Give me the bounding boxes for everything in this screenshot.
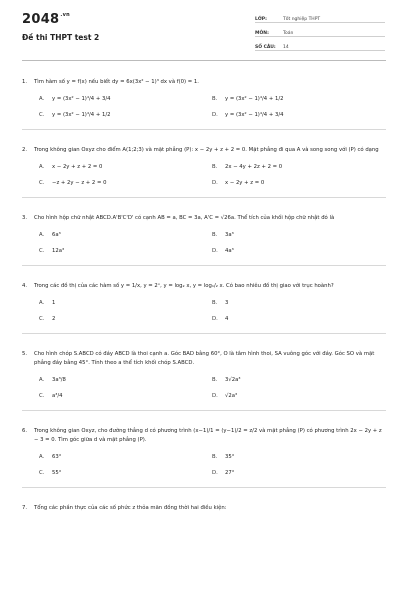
logo-suffix: .vn [60,12,71,18]
option-text: 27° [225,470,235,476]
answer-option[interactable] [212,372,385,388]
option-letter: C. [39,316,45,322]
answer-options [39,372,386,404]
answer-option[interactable] [39,243,212,259]
site-logo[interactable] [22,12,70,27]
exam-meta [255,10,385,52]
question-text: Cho hình hộp chữ nhật ABCD.A'B'C'D' có cạnh AB = a, BC = 3a, A'C = √26a. Thể tích của khối hộp chữ nhật đó là [34,215,335,221]
option-letter: C. [39,248,45,254]
option-letter: B. [212,377,218,383]
question-stem [22,350,386,368]
question-stem [22,427,386,445]
option-text: 3a³ [225,232,234,238]
option-text: 55° [52,470,62,476]
option-letter: A. [39,164,45,170]
option-text: 3 [225,300,229,306]
logo-text: 2048 [22,12,60,27]
option-text: 3√2a³ [225,377,241,383]
option-text: √2a³ [225,393,238,399]
answer-option[interactable] [39,91,212,107]
answer-option[interactable] [212,449,385,465]
option-letter: D. [212,248,218,254]
option-letter: A. [39,377,45,383]
meta-row [255,10,385,23]
question-7 [22,488,386,513]
answer-option[interactable] [212,311,385,327]
meta-label: LỚP: [255,17,267,22]
question-2 [22,130,386,191]
option-letter: A. [39,454,45,460]
question-number: 2. [22,147,28,153]
answer-option[interactable] [39,175,212,191]
option-letter: C. [39,112,45,118]
answer-option[interactable] [39,388,212,404]
question-5 [22,334,386,404]
answer-options [39,159,386,191]
option-text: 1 [52,300,56,306]
option-letter: B. [212,300,218,306]
option-letter: B. [212,164,218,170]
answer-option[interactable] [39,107,212,123]
option-text: y = (3x² − 1)⁴/4 + 1/2 [52,112,111,118]
question-number: 3. [22,215,28,221]
option-text: x − 2y + z = 0 [225,180,265,186]
option-text: 4 [225,316,229,322]
question-number: 6. [22,428,28,434]
answer-option[interactable] [39,465,212,481]
question-stem [22,282,386,291]
answer-options [39,295,386,327]
option-text: 2x − 4y + 2z + 2 = 0 [225,164,283,170]
option-letter: D. [212,316,218,322]
question-number: 1. [22,79,28,85]
option-text: a³/4 [52,393,63,399]
question-text: Cho hình chóp S.ABCD có đáy ABCD là thoi cạnh a. Góc BAD bằng 60°, O là tâm hình thoi, SA vuông góc với đáy. Góc SO và mặt phẳng đáy bằng 45°. Tính theo a thể tích khối chóp S.ABCD. [34,351,375,366]
option-text: 35° [225,454,235,460]
option-letter: B. [212,454,218,460]
answer-option[interactable] [212,91,385,107]
option-text: 6a³ [52,232,61,238]
option-letter: C. [39,470,45,476]
answer-option[interactable] [39,372,212,388]
option-letter: D. [212,112,218,118]
question-list [0,62,400,513]
option-letter: D. [212,180,218,186]
meta-row [255,24,385,37]
question-number: 4. [22,283,28,289]
option-text: 63° [52,454,62,460]
question-stem [22,504,386,513]
answer-option[interactable] [212,175,385,191]
option-letter: A. [39,232,45,238]
option-text: y = (3x² − 1)⁴/4 + 1/2 [225,96,284,102]
question-text: Trong không gian Oxyz, cho đường thẳng d có phương trình (x−1)/1 = (y−1)/2 = z/2 và mặt phẳng (P) có phương trình 2x − 2y + z − 3 = 0. Tìm góc giữa d và mặt phẳng (P). [34,428,382,443]
question-1 [22,62,386,123]
meta-value: Tốt nghiệp THPT [283,17,321,22]
option-letter: D. [212,393,218,399]
option-text: −z + 2y − z + 2 = 0 [52,180,107,186]
answer-option[interactable] [212,159,385,175]
option-text: y = (3x² − 1)⁴/4 + 3/4 [225,112,284,118]
answer-option[interactable] [212,243,385,259]
answer-option[interactable] [39,159,212,175]
answer-options [39,449,386,481]
option-letter: D. [212,470,218,476]
answer-option[interactable] [39,295,212,311]
answer-option[interactable] [212,465,385,481]
option-letter: B. [212,96,218,102]
question-stem [22,214,386,223]
question-text: Tìm hàm số y = f(x) nếu biết dy = 6x(3x² − 1)³ dx và f(0) = 1. [34,79,199,85]
exam-header [0,0,400,52]
meta-value: 14 [283,45,289,50]
answer-option[interactable] [212,388,385,404]
answer-option[interactable] [212,295,385,311]
header-divider [22,60,386,61]
answer-option[interactable] [39,449,212,465]
meta-label: MÔN: [255,31,269,36]
question-stem [22,78,386,87]
question-number: 5. [22,351,28,357]
question-text: Trong các đồ thị của các hàm số y = 1/x, y = 2ˣ, y = log₂ x, y = log₁/₂ x. Có bao nhiêu đồ thị giao với trục hoành? [34,283,334,289]
option-letter: C. [39,393,45,399]
meta-value: Toán [283,31,294,36]
option-letter: B. [212,232,218,238]
option-letter: C. [39,180,45,186]
question-4 [22,266,386,327]
question-6 [22,411,386,481]
answer-option[interactable] [212,227,385,243]
option-text: 12a³ [52,248,65,254]
answer-option[interactable] [39,311,212,327]
answer-option[interactable] [212,107,385,123]
question-number: 7. [22,505,28,511]
question-text: Trong không gian Oxyz cho điểm A(1;2;3) và mặt phẳng (P): x − 2y + z + 2 = 0. Mặt phẳng đi qua A và song song với (P) có dạng [34,147,379,153]
meta-label: SỐ CÂU: [255,45,276,50]
question-3 [22,198,386,259]
question-text: Tổng các phần thực của các số phức z thỏa mãn đồng thời hai điều kiện: [34,505,227,511]
exam-title: Đề thi THPT test 2 [22,33,100,42]
option-text: 2 [52,316,56,322]
answer-options [39,227,386,259]
option-text: x − 2y + z + 2 = 0 [52,164,103,170]
option-letter: A. [39,96,45,102]
answer-options [39,91,386,123]
question-stem [22,146,386,155]
option-letter: A. [39,300,45,306]
answer-option[interactable] [39,227,212,243]
option-text: y = (3x² − 1)⁴/4 + 3/4 [52,96,111,102]
option-text: 3a³/8 [52,377,66,383]
meta-row [255,38,385,51]
option-text: 4a³ [225,248,234,254]
